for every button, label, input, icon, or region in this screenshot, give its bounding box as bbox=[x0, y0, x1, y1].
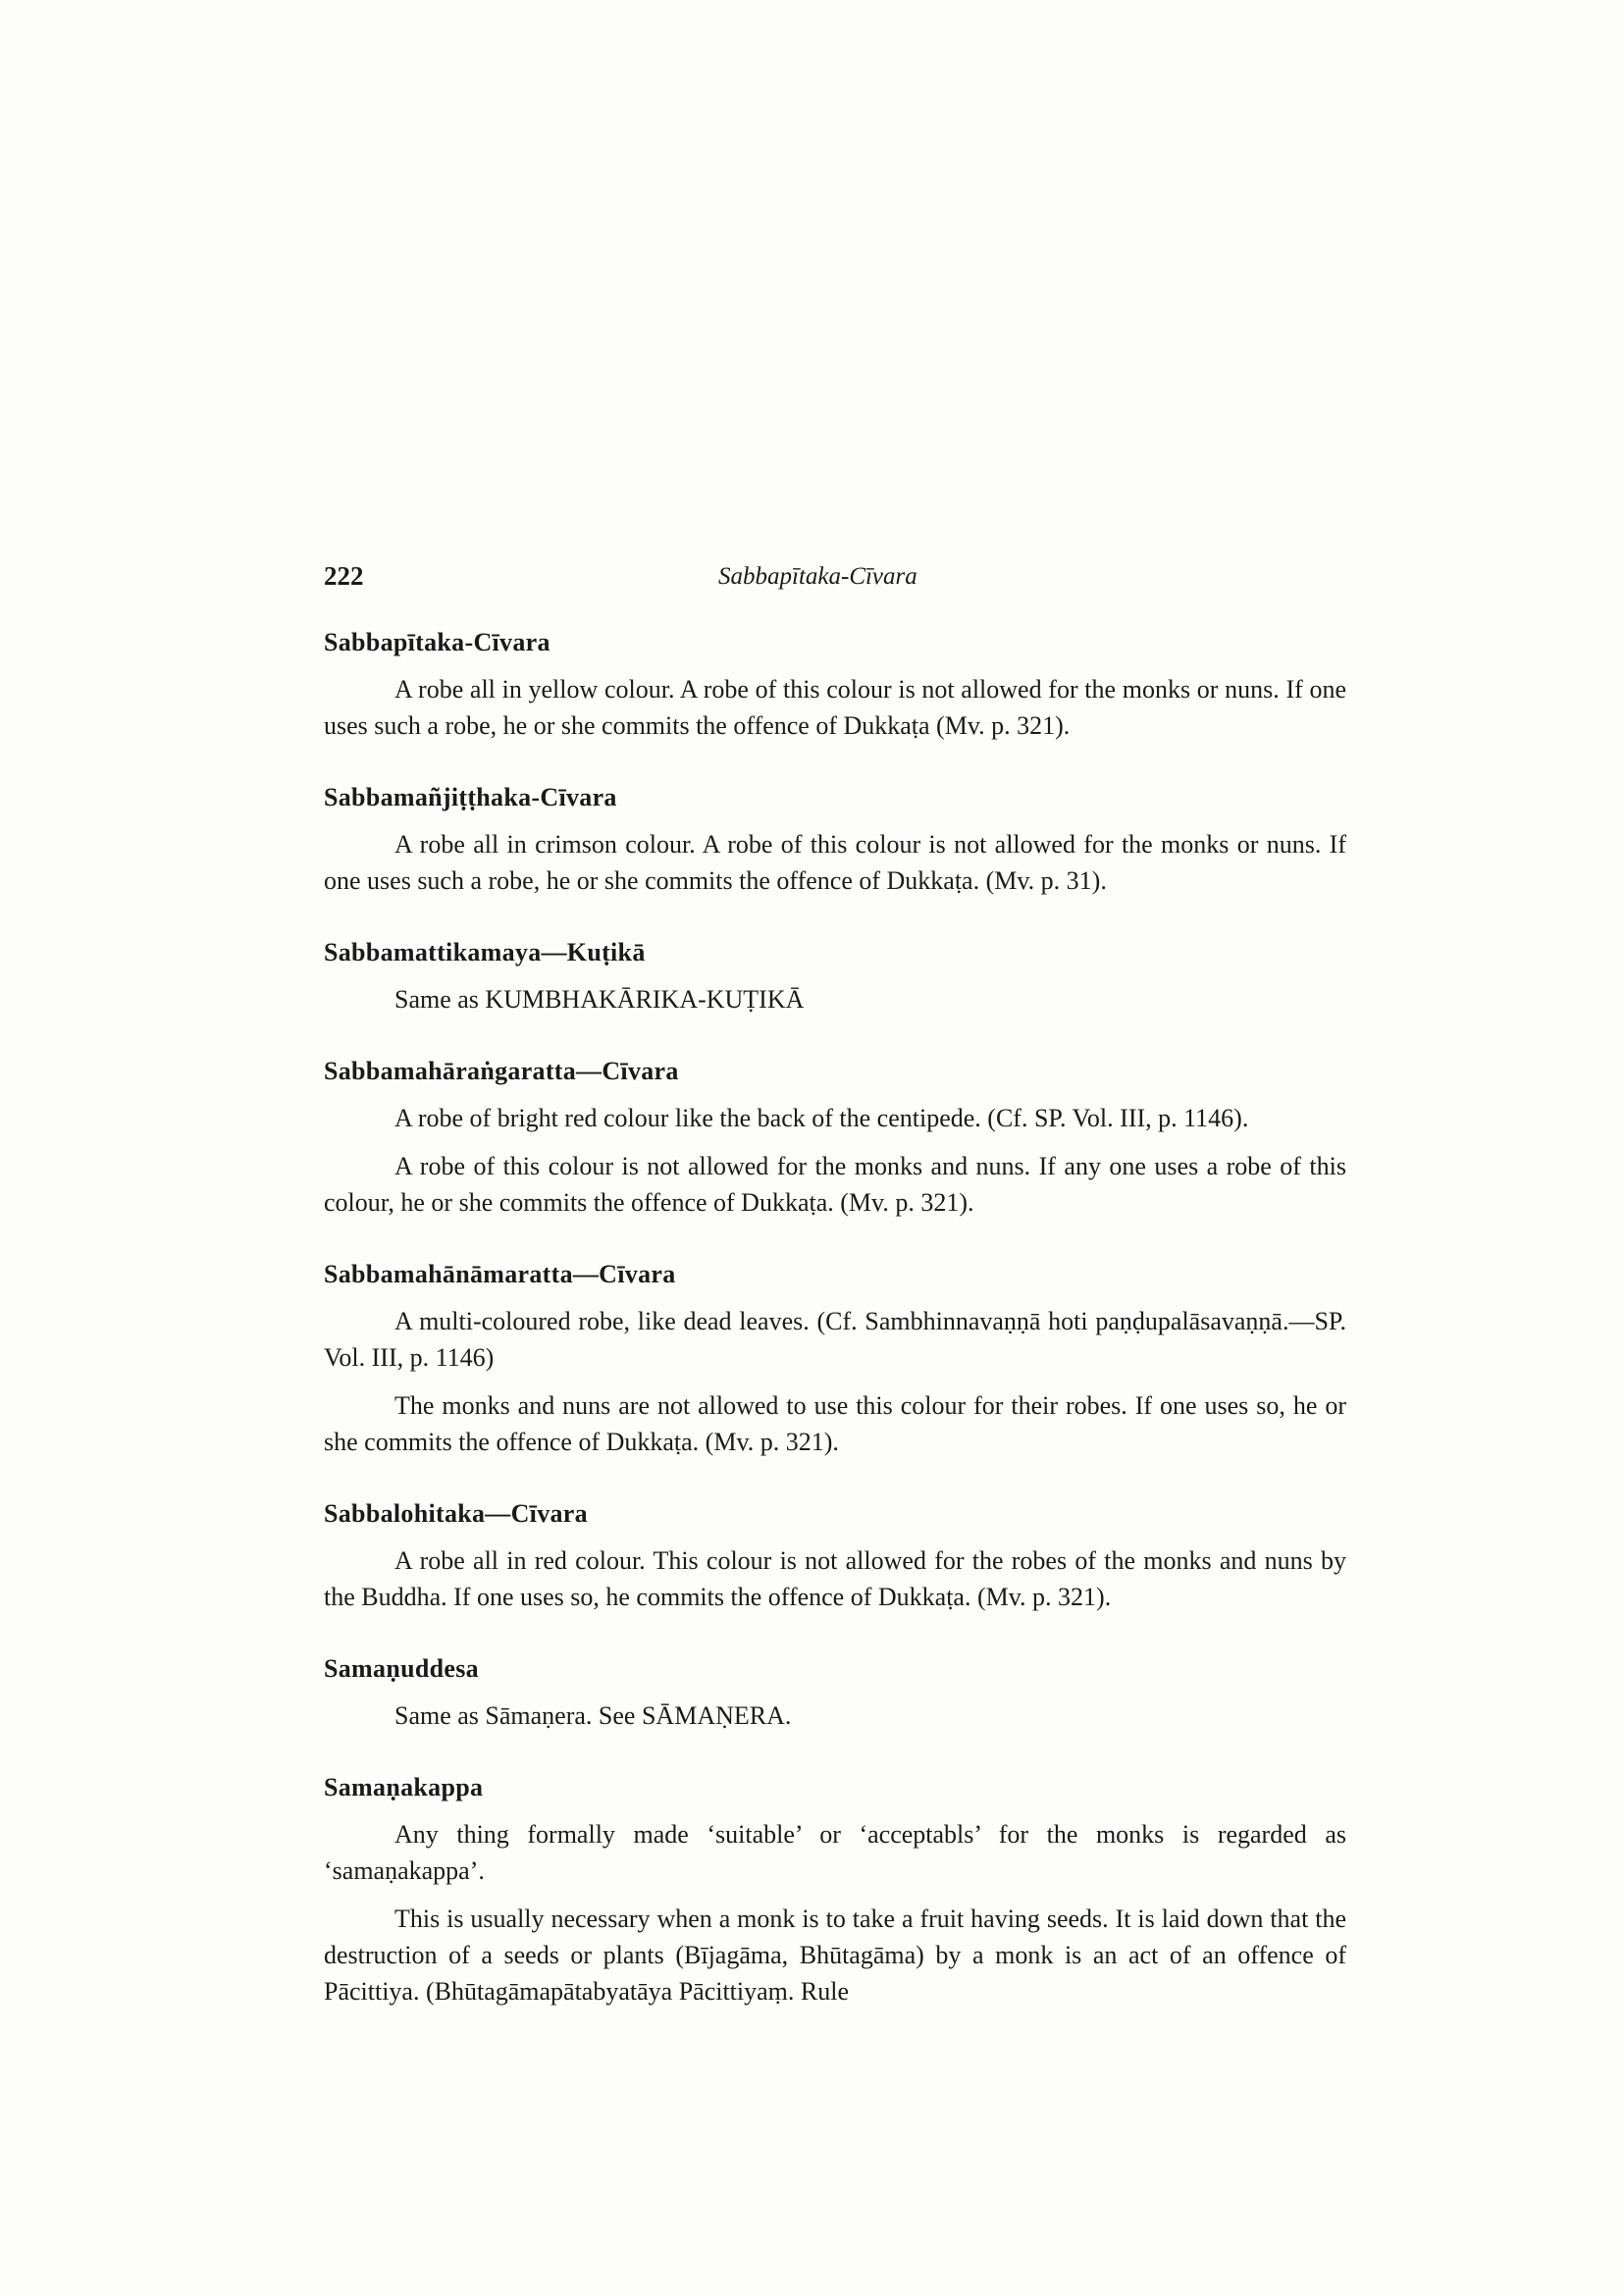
entry-headword: Sabbamattikamaya—Kuṭikā bbox=[324, 938, 646, 966]
page-number: 222 bbox=[324, 561, 364, 591]
entry bbox=[316, 1057, 1346, 1221]
entry-headword: Sabbapītaka-Cīvara bbox=[324, 628, 550, 656]
entry-paragraph: A robe all in yellow colour. A robe of this colour is not allowed for the monks or nuns. If one uses such a robe, he or she commits the offence of Dukkaṭa (Mv. p. 321). bbox=[324, 675, 1346, 740]
entry bbox=[316, 628, 1346, 744]
entry-paragraph: The monks and nuns are not allowed to use this colour for their robes. If one uses so, he or she commits the offence of Dukkaṭa. (Mv. p. 321). bbox=[324, 1391, 1346, 1456]
entry-headword: Samaṇuddesa bbox=[324, 1654, 479, 1683]
entry-paragraph: This is usually necessary when a monk is to take a fruit having seeds. It is laid down that the destruction of a seeds or plants (Bījagāma, Bhūtagāma) by a monk is an act of an offence of Pācittiya. (Bhūtagāmapātabyatāya Pācittiyaṃ. Rule bbox=[324, 1905, 1346, 2006]
entry bbox=[316, 1260, 1346, 1460]
entry-paragraph: A robe of bright red colour like the back of the centipede. (Cf. SP. Vol. III, p. 1146). bbox=[394, 1104, 1249, 1132]
running-title: Sabbapītaka-Cīvara bbox=[718, 563, 917, 590]
entry bbox=[316, 1773, 1346, 2009]
entry-paragraph: A robe of this colour is not allowed for the monks and nuns. If any one uses a robe of this colour, he or she commits the offence of Dukkaṭa. (Mv. p. 321). bbox=[324, 1152, 1346, 1217]
entry-headword: Sabbalohitaka—Cīvara bbox=[324, 1499, 588, 1528]
page bbox=[316, 561, 1346, 2049]
entry-headword: Sabbamahāraṅgaratta—Cīvara bbox=[324, 1057, 679, 1085]
entry-paragraph: Any thing formally made ‘suitable’ or ‘acceptabls’ for the monks is regarded as ‘samaṇakappa’. bbox=[324, 1820, 1346, 1885]
entry bbox=[316, 938, 1346, 1018]
entry-paragraph: A multi-coloured robe, like dead leaves. (Cf. Sambhinnavaṇṇā hoti paṇḍupalāsavaṇṇā.—SP. Vol. III, p. 1146) bbox=[324, 1307, 1346, 1372]
entry-headword: Sabbamañjiṭṭhaka-Cīvara bbox=[324, 783, 617, 811]
running-head bbox=[316, 561, 1346, 600]
entry-headword: Samaṇakappa bbox=[324, 1773, 484, 1801]
entry-headword: Sabbamahānāmaratta—Cīvara bbox=[324, 1260, 676, 1288]
entry-paragraph: Same as Sāmaṇera. See SĀMAṆERA. bbox=[394, 1701, 792, 1730]
entry bbox=[316, 1499, 1346, 1615]
entry-paragraph: A robe all in crimson colour. A robe of this colour is not allowed for the monks or nuns. If one uses such a robe, he or she commits the offence of Dukkaṭa. (Mv. p. 31). bbox=[324, 830, 1346, 895]
entry bbox=[316, 783, 1346, 899]
entry-paragraph: Same as KUMBHAKĀRIKA-KUṬIKĀ bbox=[394, 985, 805, 1014]
entry bbox=[316, 1654, 1346, 1734]
entry-paragraph: A robe all in red colour. This colour is not allowed for the robes of the monks and nuns by the Buddha. If one uses so, he commits the offence of Dukkaṭa. (Mv. p. 321). bbox=[324, 1546, 1346, 1611]
